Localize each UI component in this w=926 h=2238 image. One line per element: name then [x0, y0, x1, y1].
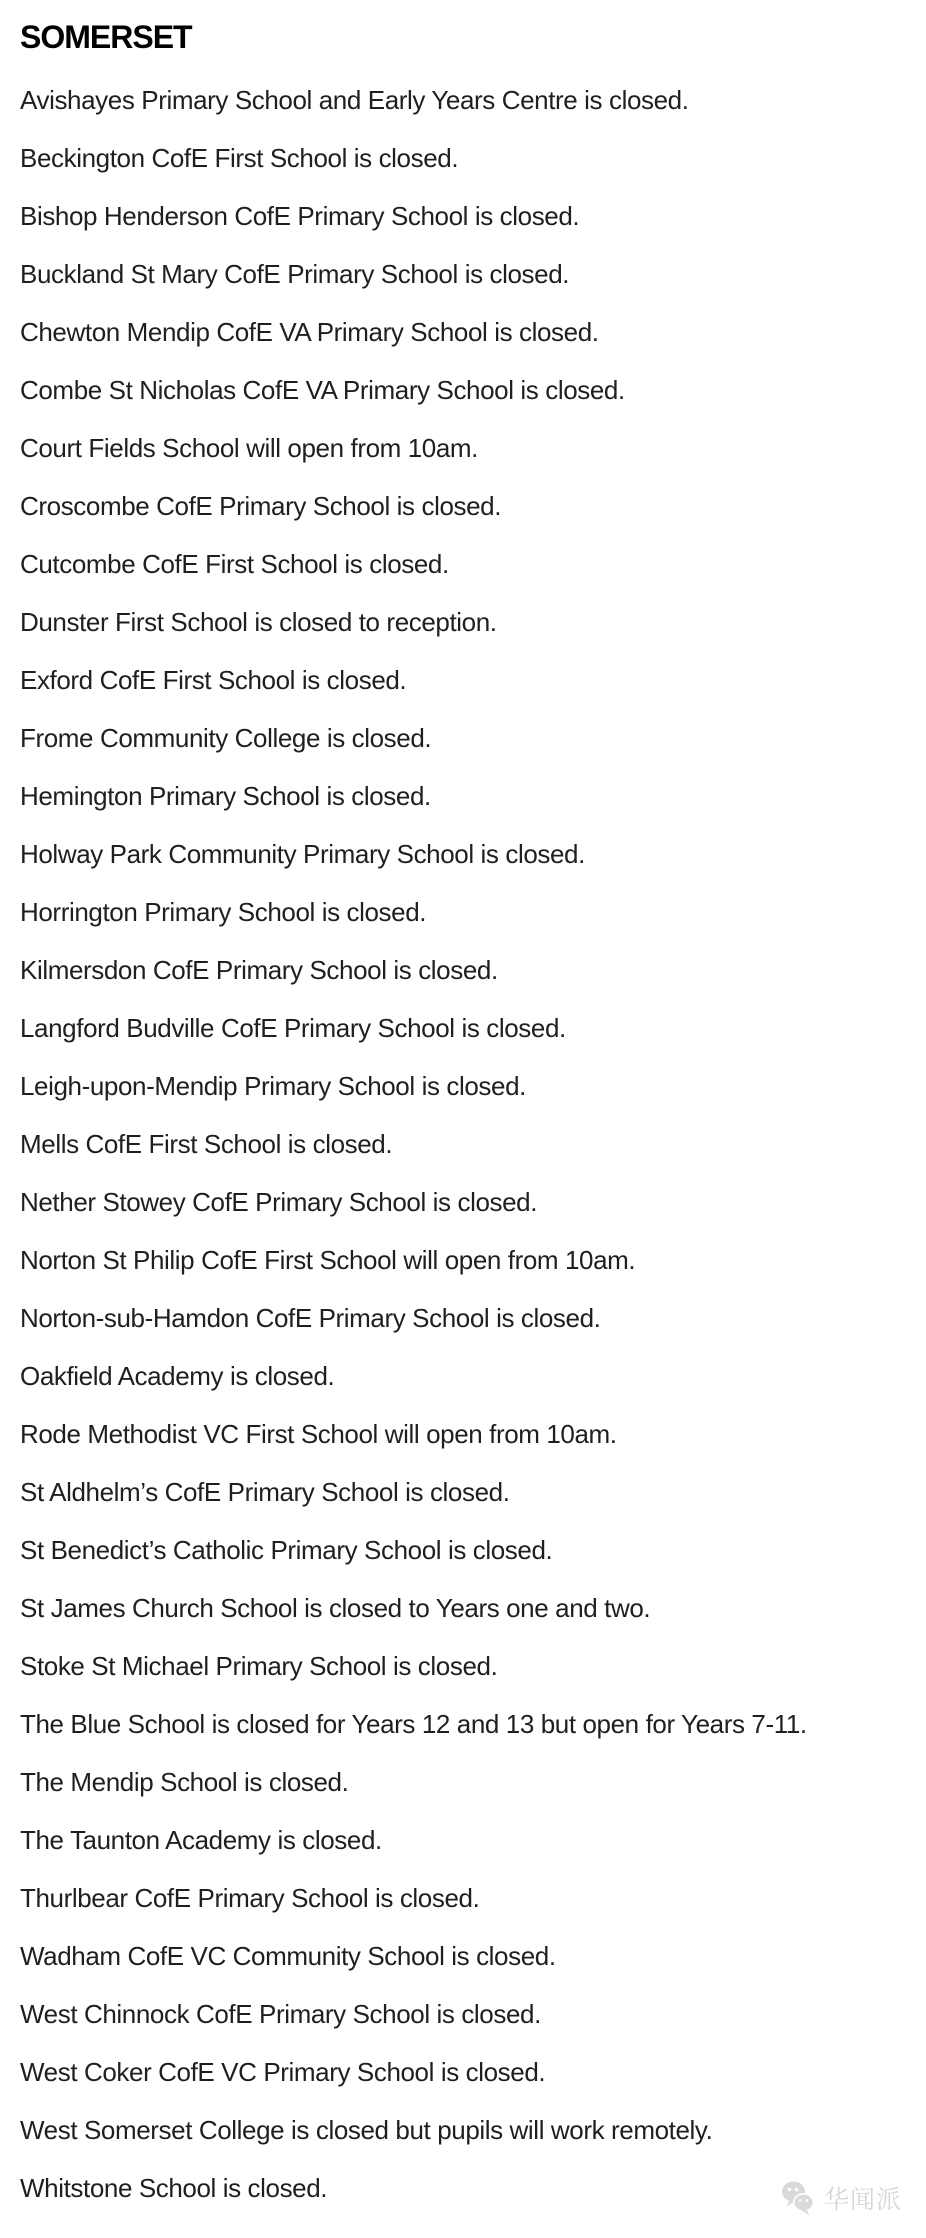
closure-item: Exford CofE First School is closed.: [20, 665, 407, 695]
closure-item: Whitstone School is closed.: [20, 2173, 328, 2203]
closure-item: Frome Community College is closed.: [20, 723, 432, 753]
closure-item: Court Fields School will open from 10am.: [20, 433, 478, 463]
closure-item: Croscombe CofE Primary School is closed.: [20, 491, 502, 521]
closure-item: Bishop Henderson CofE Primary School is closed.: [20, 201, 580, 231]
closure-item: Horrington Primary School is closed.: [20, 897, 427, 927]
closure-item: Norton-sub-Hamdon CofE Primary School is closed.: [20, 1303, 601, 1333]
closure-item: Norton St Philip CofE First School will open from 10am.: [20, 1245, 636, 1275]
closure-item: Dunster First School is closed to reception.: [20, 607, 497, 637]
wechat-logo-icon: [781, 2179, 814, 2216]
closure-item: Rode Methodist VC First School will open from 10am.: [20, 1419, 617, 1449]
closure-item: Kilmersdon CofE Primary School is closed.: [20, 955, 498, 985]
closure-item: Thurlbear CofE Primary School is closed.: [20, 1883, 480, 1913]
closure-list: [20, 84, 906, 2205]
closure-item: St Benedict’s Catholic Primary School is closed.: [20, 1535, 553, 1565]
closure-item: West Chinnock CofE Primary School is closed.: [20, 1999, 541, 2029]
watermark-label: 华闻派: [823, 2185, 902, 2214]
closure-item: Leigh-upon-Mendip Primary School is closed.: [20, 1071, 526, 1101]
closure-item: Oakfield Academy is closed.: [20, 1361, 335, 1391]
closure-item: Stoke St Michael Primary School is closed.: [20, 1651, 498, 1681]
closure-item: The Mendip School is closed.: [20, 1767, 349, 1797]
closure-item: The Blue School is closed for Years 12 and 13 but open for Years 7-11.: [20, 1709, 807, 1739]
closure-item: Buckland St Mary CofE Primary School is closed.: [20, 259, 570, 289]
closure-item: Combe St Nicholas CofE VA Primary School is closed.: [20, 375, 625, 405]
closure-item: Hemington Primary School is closed.: [20, 781, 431, 811]
closure-item: West Coker CofE VC Primary School is closed.: [20, 2057, 546, 2087]
closure-item: St James Church School is closed to Years one and two.: [20, 1593, 651, 1623]
closure-item: Holway Park Community Primary School is closed.: [20, 839, 585, 869]
closure-item: Wadham CofE VC Community School is closed.: [20, 1941, 556, 1971]
closure-item: Nether Stowey CofE Primary School is closed.: [20, 1187, 538, 1217]
closure-item: Cutcombe CofE First School is closed.: [20, 549, 449, 579]
closure-item: St Aldhelm’s CofE Primary School is closed.: [20, 1477, 510, 1507]
watermark: [781, 2179, 902, 2216]
closure-item: The Taunton Academy is closed.: [20, 1825, 382, 1855]
section-heading: SOMERSET: [20, 19, 192, 55]
closure-item: Chewton Mendip CofE VA Primary School is closed.: [20, 317, 599, 347]
closure-item: West Somerset College is closed but pupils will work remotely.: [20, 2115, 713, 2145]
closure-item: Avishayes Primary School and Early Years Centre is closed.: [20, 85, 689, 115]
closure-item: Beckington CofE First School is closed.: [20, 143, 459, 173]
closure-item: Mells CofE First School is closed.: [20, 1129, 393, 1159]
closure-item: Langford Budville CofE Primary School is closed.: [20, 1013, 566, 1043]
